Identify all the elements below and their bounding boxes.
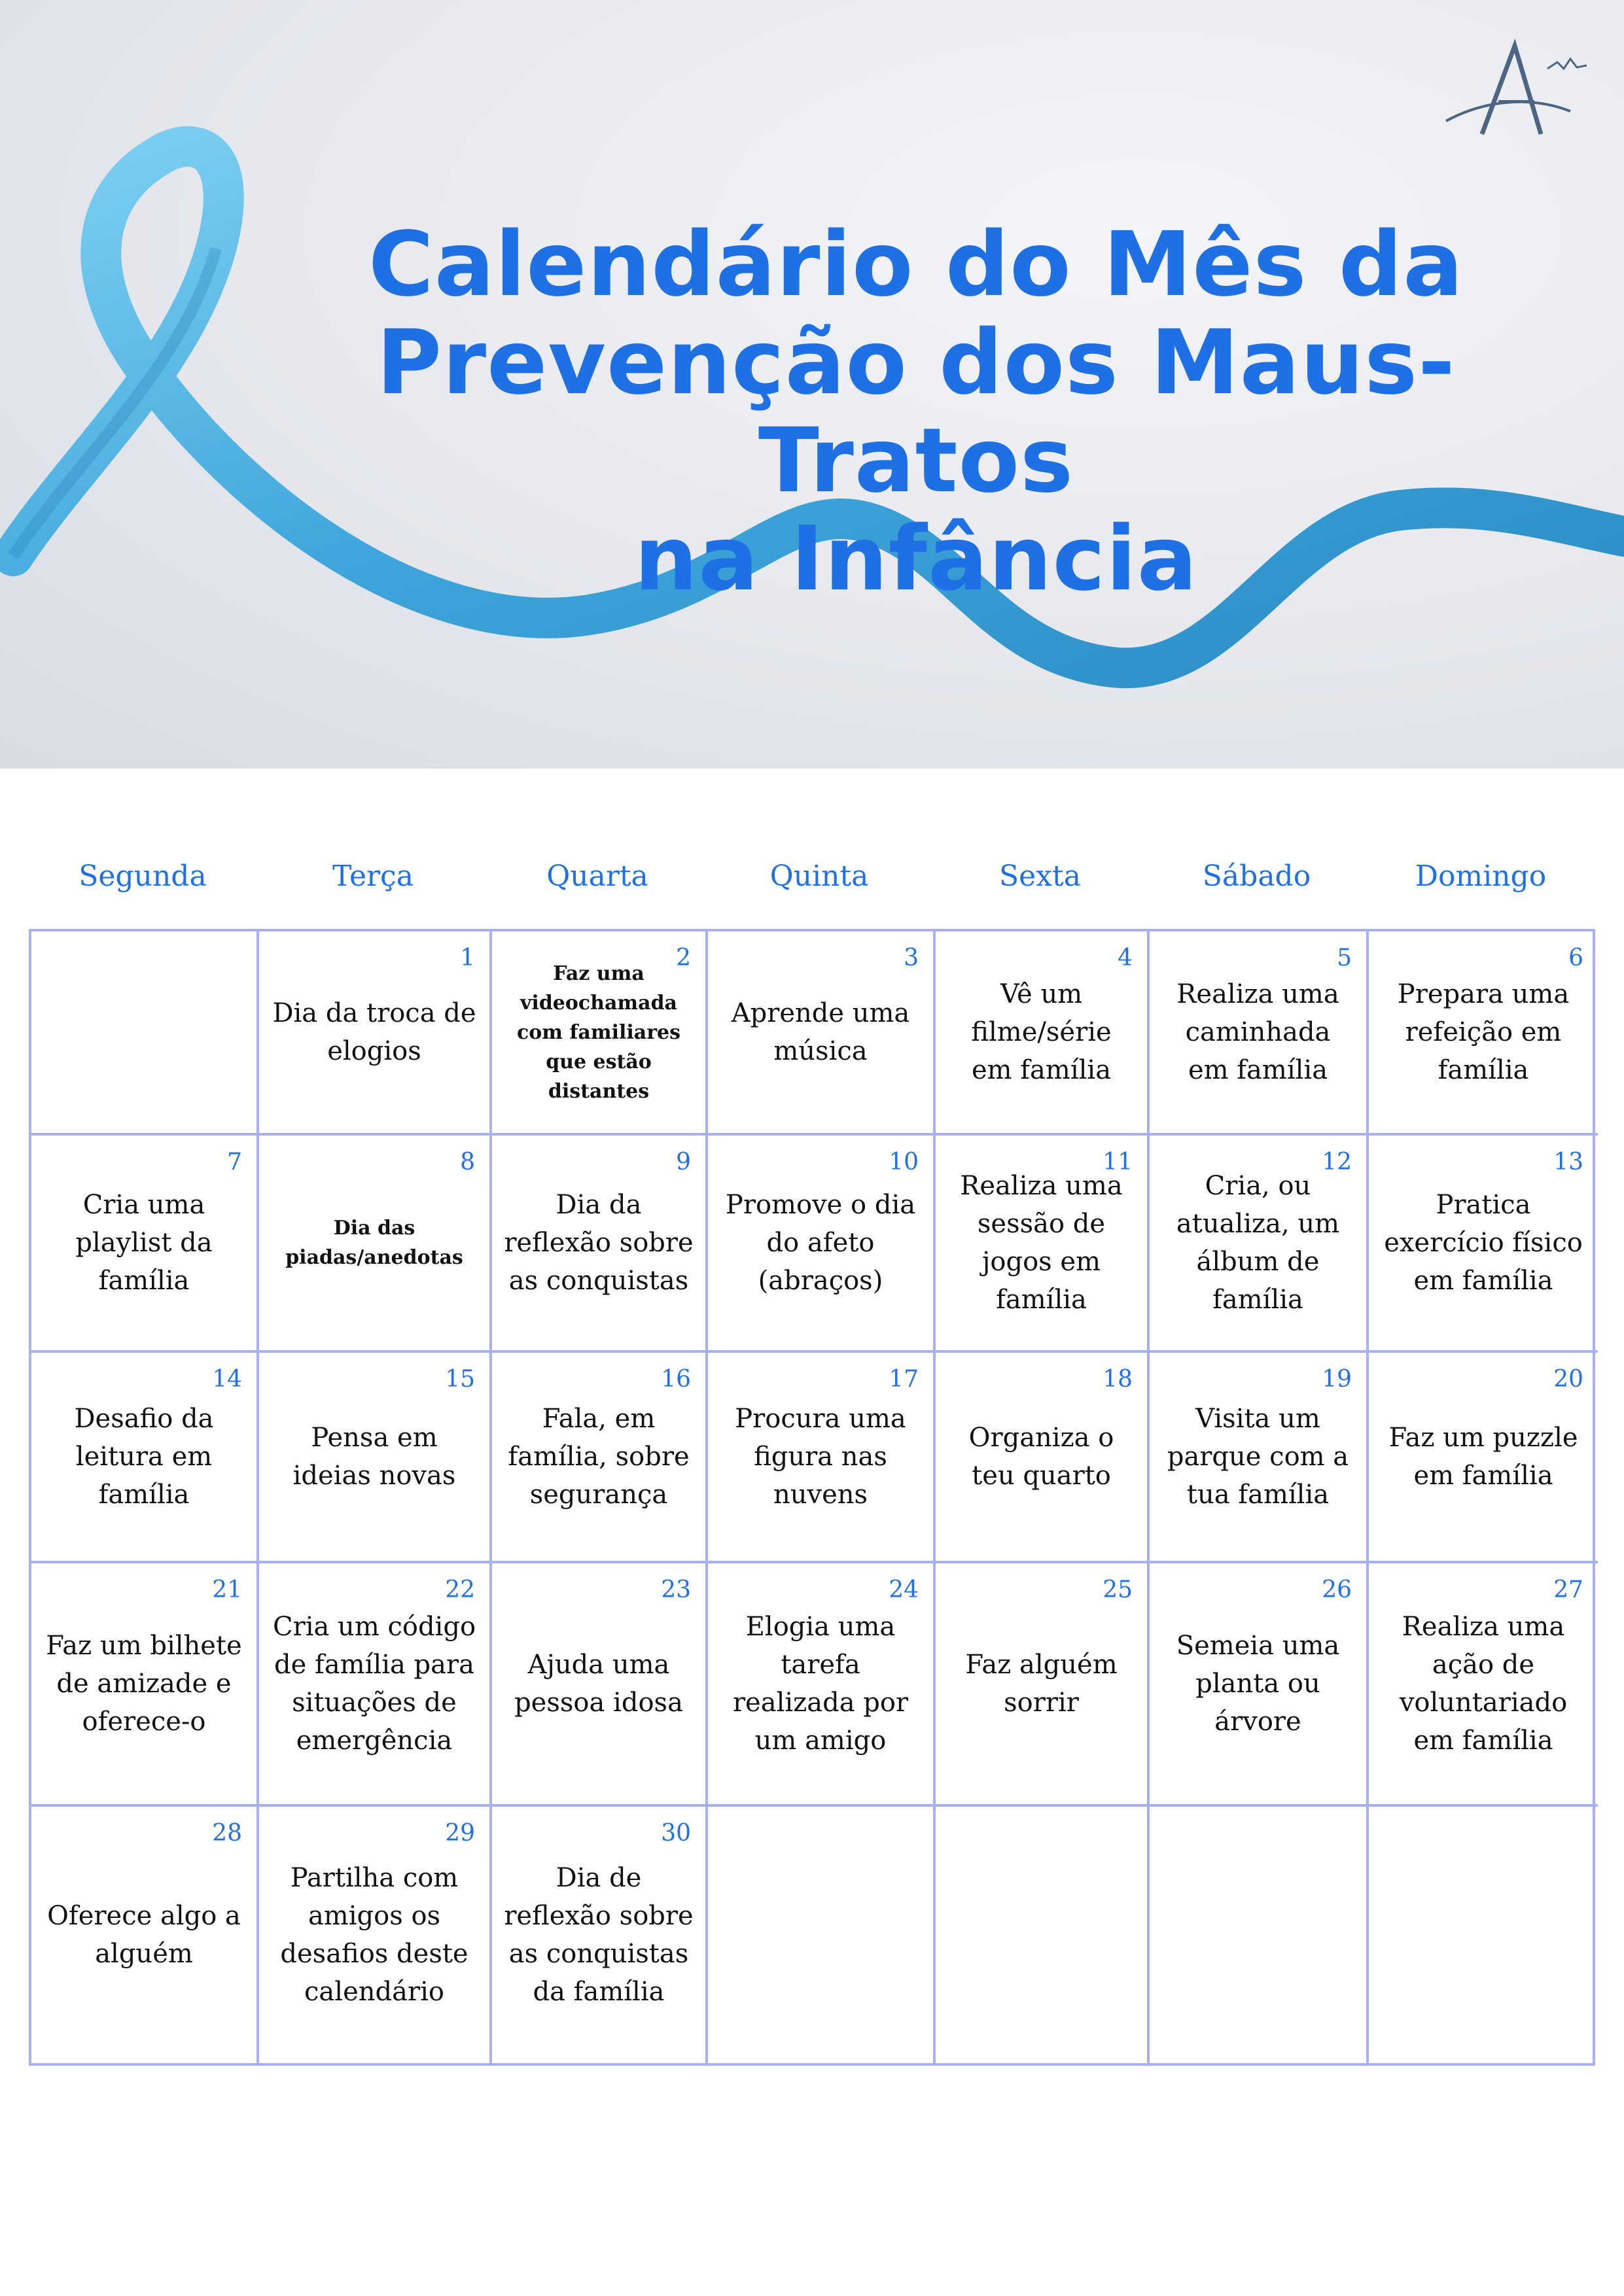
- day-activity: Procura uma figura nas nuvens: [735, 1404, 906, 1510]
- day-number: 21: [212, 1576, 242, 1603]
- calendar-day-cell: [708, 1807, 936, 2063]
- day-activity: Realiza uma sessão de jogos em família: [960, 1171, 1123, 1315]
- day-activity: Cria um código de família para situações de emergência: [272, 1612, 476, 1756]
- page-title: [249, 213, 1583, 611]
- calendar-day-cell: [936, 1563, 1150, 1807]
- day-activity: Vê um filme/série em família: [971, 979, 1112, 1085]
- weekday-5: Sexta: [999, 860, 1081, 893]
- day-number: 28: [212, 1820, 242, 1847]
- weekday-3: Quarta: [546, 860, 648, 893]
- day-activity: [947, 1807, 1135, 2063]
- day-activity: Dia da reflexão sobre as conquistas: [504, 1190, 694, 1296]
- day-activity: Faz um bilhete de amizade e oferece-o: [46, 1631, 242, 1737]
- day-number: 15: [445, 1366, 475, 1393]
- calendar-day-cell: [708, 1563, 936, 1807]
- day-activity: Pensa em ideias novas: [292, 1423, 456, 1491]
- day-number: 6: [1568, 945, 1583, 971]
- title-line-1: Calendário do Mês da: [368, 213, 1464, 317]
- day-activity: Semeia uma planta ou árvore: [1176, 1631, 1340, 1737]
- calendar-day-cell: [936, 1353, 1150, 1563]
- day-number: 24: [889, 1576, 919, 1603]
- day-activity: Ajuda uma pessoa idosa: [514, 1650, 683, 1718]
- day-number: 3: [904, 945, 919, 971]
- day-number: 23: [661, 1576, 691, 1603]
- weekday-6: Sábado: [1202, 860, 1311, 893]
- calendar-day-cell: [708, 1353, 936, 1563]
- calendar-day-cell: [31, 1563, 259, 1807]
- day-number: 20: [1553, 1366, 1583, 1393]
- weekday-header: [29, 850, 1595, 903]
- day-activity: Prepara uma refeição em família: [1397, 979, 1570, 1085]
- calendar-day-cell: [1150, 1563, 1369, 1807]
- day-activity: Faz alguém sorrir: [965, 1650, 1118, 1718]
- weekday-2: Terça: [332, 860, 414, 893]
- calendar-day-cell: [1369, 1563, 1598, 1807]
- day-activity: Organiza o teu quarto: [968, 1423, 1114, 1491]
- calendar-day-cell: [492, 1353, 708, 1563]
- weekday-1: Segunda: [79, 860, 207, 893]
- calendar-day-cell: [1150, 1136, 1369, 1353]
- day-activity: Fala, em família, sobre segurança: [508, 1404, 690, 1510]
- calendar-day-cell: [31, 931, 259, 1136]
- day-activity: Oferece algo a alguém: [47, 1901, 241, 1969]
- day-number: 16: [661, 1366, 691, 1393]
- day-activity: Partilha com amigos os desafios deste calendário: [280, 1863, 468, 2007]
- day-activity: Faz uma videochamada com familiares que estão distantes: [517, 962, 680, 1103]
- day-number: 12: [1322, 1149, 1352, 1175]
- day-activity: Desafio da leitura em família: [74, 1404, 214, 1510]
- day-number: 19: [1322, 1366, 1352, 1393]
- day-activity: [720, 1807, 921, 2063]
- calendar-day-cell: [936, 1136, 1150, 1353]
- day-number: 10: [889, 1149, 919, 1175]
- day-number: 11: [1103, 1149, 1133, 1175]
- day-number: 1: [460, 945, 475, 971]
- day-number: 2: [676, 945, 691, 971]
- day-number: 13: [1553, 1149, 1583, 1175]
- calendar-day-cell: [259, 931, 492, 1136]
- calendar-day-cell: [492, 1136, 708, 1353]
- day-activity: Promove o dia do afeto (abraços): [725, 1190, 916, 1296]
- calendar-day-cell: [259, 1807, 492, 2063]
- weekday-4: Quinta: [769, 860, 869, 893]
- day-number: 9: [676, 1149, 691, 1175]
- calendar-day-cell: [31, 1136, 259, 1353]
- day-activity: Cria, ou atualiza, um álbum de família: [1176, 1171, 1340, 1315]
- calendar-day-cell: [1150, 1353, 1369, 1563]
- day-number: 17: [889, 1366, 919, 1393]
- day-number: 5: [1337, 945, 1352, 971]
- day-activity: [1381, 1807, 1586, 2063]
- calendar-day-cell: [708, 1136, 936, 1353]
- calendar-day-cell: [1150, 1807, 1369, 2063]
- calendar-day-cell: [1150, 931, 1369, 1136]
- calendar-day-cell: [1369, 1353, 1598, 1563]
- calendar-day-cell: [936, 1807, 1150, 2063]
- day-number: 27: [1553, 1576, 1583, 1603]
- calendar-day-cell: [259, 1136, 492, 1353]
- calendar-day-cell: [31, 1353, 259, 1563]
- calendar-day-cell: [708, 931, 936, 1136]
- day-activity: Realiza uma ação de voluntariado em família: [1399, 1612, 1568, 1756]
- day-number: 18: [1103, 1366, 1133, 1393]
- calendar-day-cell: [1369, 1136, 1598, 1353]
- day-activity: [43, 931, 245, 1133]
- calendar-day-cell: [936, 931, 1150, 1136]
- day-number: 26: [1322, 1576, 1352, 1603]
- weekday-7: Domingo: [1415, 860, 1547, 893]
- day-activity: Dia da troca de elogios: [272, 998, 476, 1066]
- calendar-day-cell: [31, 1807, 259, 2063]
- calendar-day-cell: [259, 1353, 492, 1563]
- calendar-day-cell: [1369, 931, 1598, 1136]
- day-activity: [1161, 1807, 1354, 2063]
- calendar-day-cell: [492, 1807, 708, 2063]
- calendar-day-cell: [1369, 1807, 1598, 2063]
- calendar-day-cell: [259, 1563, 492, 1807]
- day-number: 22: [445, 1576, 475, 1603]
- day-activity: Cria uma playlist da família: [75, 1190, 213, 1296]
- day-activity: Faz um puzzle em família: [1388, 1423, 1578, 1491]
- title-line-2: Prevenção dos Maus-Tratos: [376, 311, 1456, 513]
- calendar-day-cell: [492, 1563, 708, 1807]
- day-activity: Visita um parque com a tua família: [1167, 1404, 1349, 1510]
- day-number: 8: [460, 1149, 475, 1175]
- day-number: 30: [661, 1820, 691, 1847]
- day-number: 29: [445, 1820, 475, 1847]
- day-activity: Pratica exercício físico em família: [1384, 1190, 1583, 1296]
- day-number: 25: [1103, 1576, 1133, 1603]
- calendar-grid: [29, 929, 1595, 2066]
- day-number: 4: [1118, 945, 1133, 971]
- day-number: 7: [227, 1149, 242, 1175]
- day-activity: Aprende uma música: [731, 998, 910, 1066]
- day-number: 14: [212, 1366, 242, 1393]
- logo-a-icon: [1436, 29, 1593, 144]
- day-activity: Dia de reflexão sobre as conquistas da família: [504, 1863, 694, 2007]
- header-banner: [0, 0, 1624, 769]
- day-activity: Dia das piadas/anedotas: [285, 1217, 463, 1269]
- day-activity: Elogia uma tarefa realizada por um amigo: [732, 1612, 909, 1756]
- title-line-3: na Infância: [634, 508, 1198, 611]
- calendar-day-cell: [492, 931, 708, 1136]
- day-activity: Realiza uma caminhada em família: [1176, 979, 1339, 1085]
